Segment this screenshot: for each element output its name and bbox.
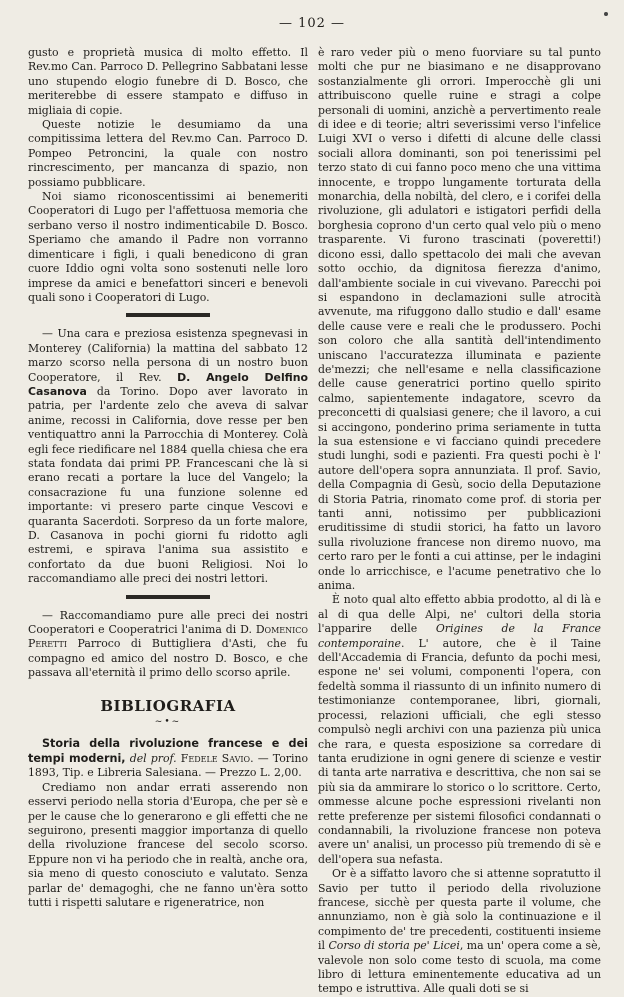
section-heading-bibliografia: BIBLIOGRAFIA — [100, 696, 236, 715]
right-column — [318, 46, 601, 997]
title-origines: Origines de la France contemporaine — [318, 622, 601, 650]
paragraph-lugo-2: Queste notizie le desumiamo da una compitissima lettera del Rev.mo Can. Parroco D. Pompeo Petroncini, la quale con nostro rincrescimento, per mancanza di spazio, non possiamo pubblicare. — [28, 118, 308, 189]
section-divider — [126, 313, 210, 317]
book-entry: Storia della rivoluzione francese e dei tempi moderni, del prof. Fedele Savio. — Torino 1893, Tip. e Libreria Salesiana. — Prezzo L. 2,00. — [28, 737, 309, 780]
paragraph-review-4: Or è a siffatto lavoro che si attenne sopratutto il Savio per tutto il periodo della rivoluzione francese, sicchè per questa parte il volume, che annunziamo, non è già solo la continuazione e il compimento de' tre precedenti, costituenti insieme il Corso di storia pe' Licei, ma un' opera come a sè, valevole non solo come testo di scuola, ma come libro di lettura eminentemente educativa ad un tempo e istruttiva. Alle quali doti se si — [318, 867, 602, 996]
ornament: ~•~ — [154, 717, 182, 728]
page-number: — 102 — — [278, 16, 346, 31]
paragraph-casanova: — Una cara e preziosa esistenza spegnevasi in Monterey (California) la mattina del sabbato 12 marzo scorso nella persona di un nostro buon Cooperatore, il Rev. D. Angelo Delfino Casanova da Torino. Dopo aver lavorato in patria, per l'ardente zelo che aveva di salvar anime, recossi in California, dove resse per ben ventiquattro anni la Parrocchia di Monterey. Colà egli fece riedificare nel 1884 quella chiesa che era stata fondata dai primi PP. Francescani che là si erano recati a portare la luce del Vangelo; la consacrazione fu una funzione solenne ed importante: vi presero parte cinque Vescovi e quaranta Sacerdoti. Sorpreso da un forte malore, D. Casanova in pochi giorni fu ridotto agli estremi, e spirava l'anima sua assistito e confortato da due buoni Religiosi. Noi lo raccomandiamo alle preci dei nostri lettori. — [28, 327, 308, 586]
book-title: Storia della rivoluzione francese e dei tempi moderni, — [28, 737, 308, 765]
paragraph-lugo-1: gusto e proprietà musica di molto effetto. Il Rev.mo Can. Parroco D. Pellegrino Sabbatani lesse uno stupendo elogio funebre di D. Bosco, che meriterebbe di essere stampato e diffuso in migliaia di copie. — [28, 46, 308, 117]
title-corso: Corso di storia pe' Licei — [328, 939, 460, 953]
name-peretti: Domenico Peretti — [28, 623, 308, 651]
paragraph-review-3: È noto qual alto effetto abbia prodotto, al di là e al di qua delle Alpi, ne' cultori della storia l'apparire delle Origines de la France contemporaine. L' autore, che è il Taine dell'Accademia di Francia, defunto da pochi mesi, espone ne' sei volumi, componenti l'opera, con fedeltà somma il riassunto di un infinito numero di testimonianze contemporanee, libri, giornali, processi, relazioni ufficiali, che egli stesso compulsò negli archivi con una pazienza più unica che rara, e questa esposizione sa corredare di tanta erudizione in ogni genere di scienze e vestir di tanta arte narrativa e descrittiva, che non sai se più sia da ammirare lo storico o lo scrittore. Certo, ommesse alcune poche espressioni rivelanti non rette preferenze per sistemi filosofici condannati o condannabili, la rivoluzione francese non poteva avere un' analisi, un processo più tremendo di sè e dell'opera sua nefasta. — [318, 593, 601, 866]
paragraph-review-1: Crediamo non andar errati asserendo non esservi periodo nella storia d'Europa, che per sè e per le cause che lo generarono e gli effetti che ne seguirono, presenti maggior importanza di quello della rivoluzione francese del secolo scorso. Eppure non vi ha periodo che in realtà, anche ora, sia meno di questo conosciuto e valutato. Senza parlar de' demagoghi, che ne fanno un'èra sotto tutti i rispetti salutare e rigeneratrice, non — [28, 780, 308, 909]
book-author: Fedele Savio — [180, 751, 251, 765]
section-divider — [126, 595, 210, 599]
left-column — [28, 46, 308, 910]
paragraph-peretti: — Raccomandiamo pure alle preci dei nostri Cooperatori e Cooperatrici l'anima di D. Domenico Peretti Parroco di Buttigliera d'Asti, che fu compagno ed amico del nostro D. Bosco, e che passava all'eternità il primo dello scorso aprile. — [28, 608, 308, 680]
name-casanova: D. Angelo Delfino Casanova — [28, 370, 308, 398]
paragraph-review-2: è raro veder più o meno fuorviare su tal punto molti che pur ne biasimano e ne disapprovano sostanzialmente gli orrori. Imperocchè gli uni attribuiscono quelle ruine e stragi a colpe personali di uomini, anzichè a pervertimento reale di idee e di teorie; altri severissimi verso l'infelice Luigi XVI o verso i difetti di alcune delle classi sociali allora dominanti, son poi tenerissimi pel terzo stato di cui fanno poco meno che una vittima innocente, e troppo lungamente torturata della monarchia, della nobiltà, del clero, e i corifei della rivoluzione, gli adulatori e istigatori perfidi della borghesia coprono d'un certo qual velo più o meno trasparente. Vi furono trascinati (poveretti!) dicono essi, dallo spettacolo dei mali che avevan sotto occhio, da dignitosa fierezza d'animo, dall'ambiente sociale in cui vivevano. Parecchi poi si espandono in declamazioni sulle atrocità avvenute, ma rifuggono dallo studio e dall' esame delle cause vere e reali che le produssero. Pochi son coloro che alla santità dell'intendimento uniscano l'accuratezza illuminata e paziente de'mezzi; che nell'esame e nella classificazione delle cause generatrici portino quello spirito calmo, sapientemente indagatore, scevro da preconcetti di qualsiasi genere; che il lavoro, a cui si accingono, ponderino prima seriamente in tutta la sua estensione e vi facciano quindi precedere studi lunghi, sodi e pazienti. Fra questi pochi è l' autore dell'opera sopra annunziata. Il prof. Savio, della Compagnia di Gesù, socio della Deputazione di Storia Patria, rinomato come prof. di storia per tanti anni, notissimo per pubblicazioni eruditissime di studii storici, ha fatto un lavoro sulla rivoluzione francese non diremo nuovo, ma certo raro per le fonti a cui attinse, per le indagini onde lo arricchisce, e l'acume penetrativo che lo anima. — [318, 46, 601, 593]
paragraph-lugo-3: Noi siamo riconoscentissimi ai benemeriti Cooperatori di Lugo per l'affettuosa memoria che serbano verso il nostro indimenticabile D. Bosco. Speriamo che amando il Padre non vorranno dimenticare i figli, i quali benedicono di gran cuore Iddio ogni volta sono sostenuti nelle loro imprese da amici e benefattori sinceri e benevoli quali sono i Cooperatori di Lugo. — [28, 190, 308, 304]
